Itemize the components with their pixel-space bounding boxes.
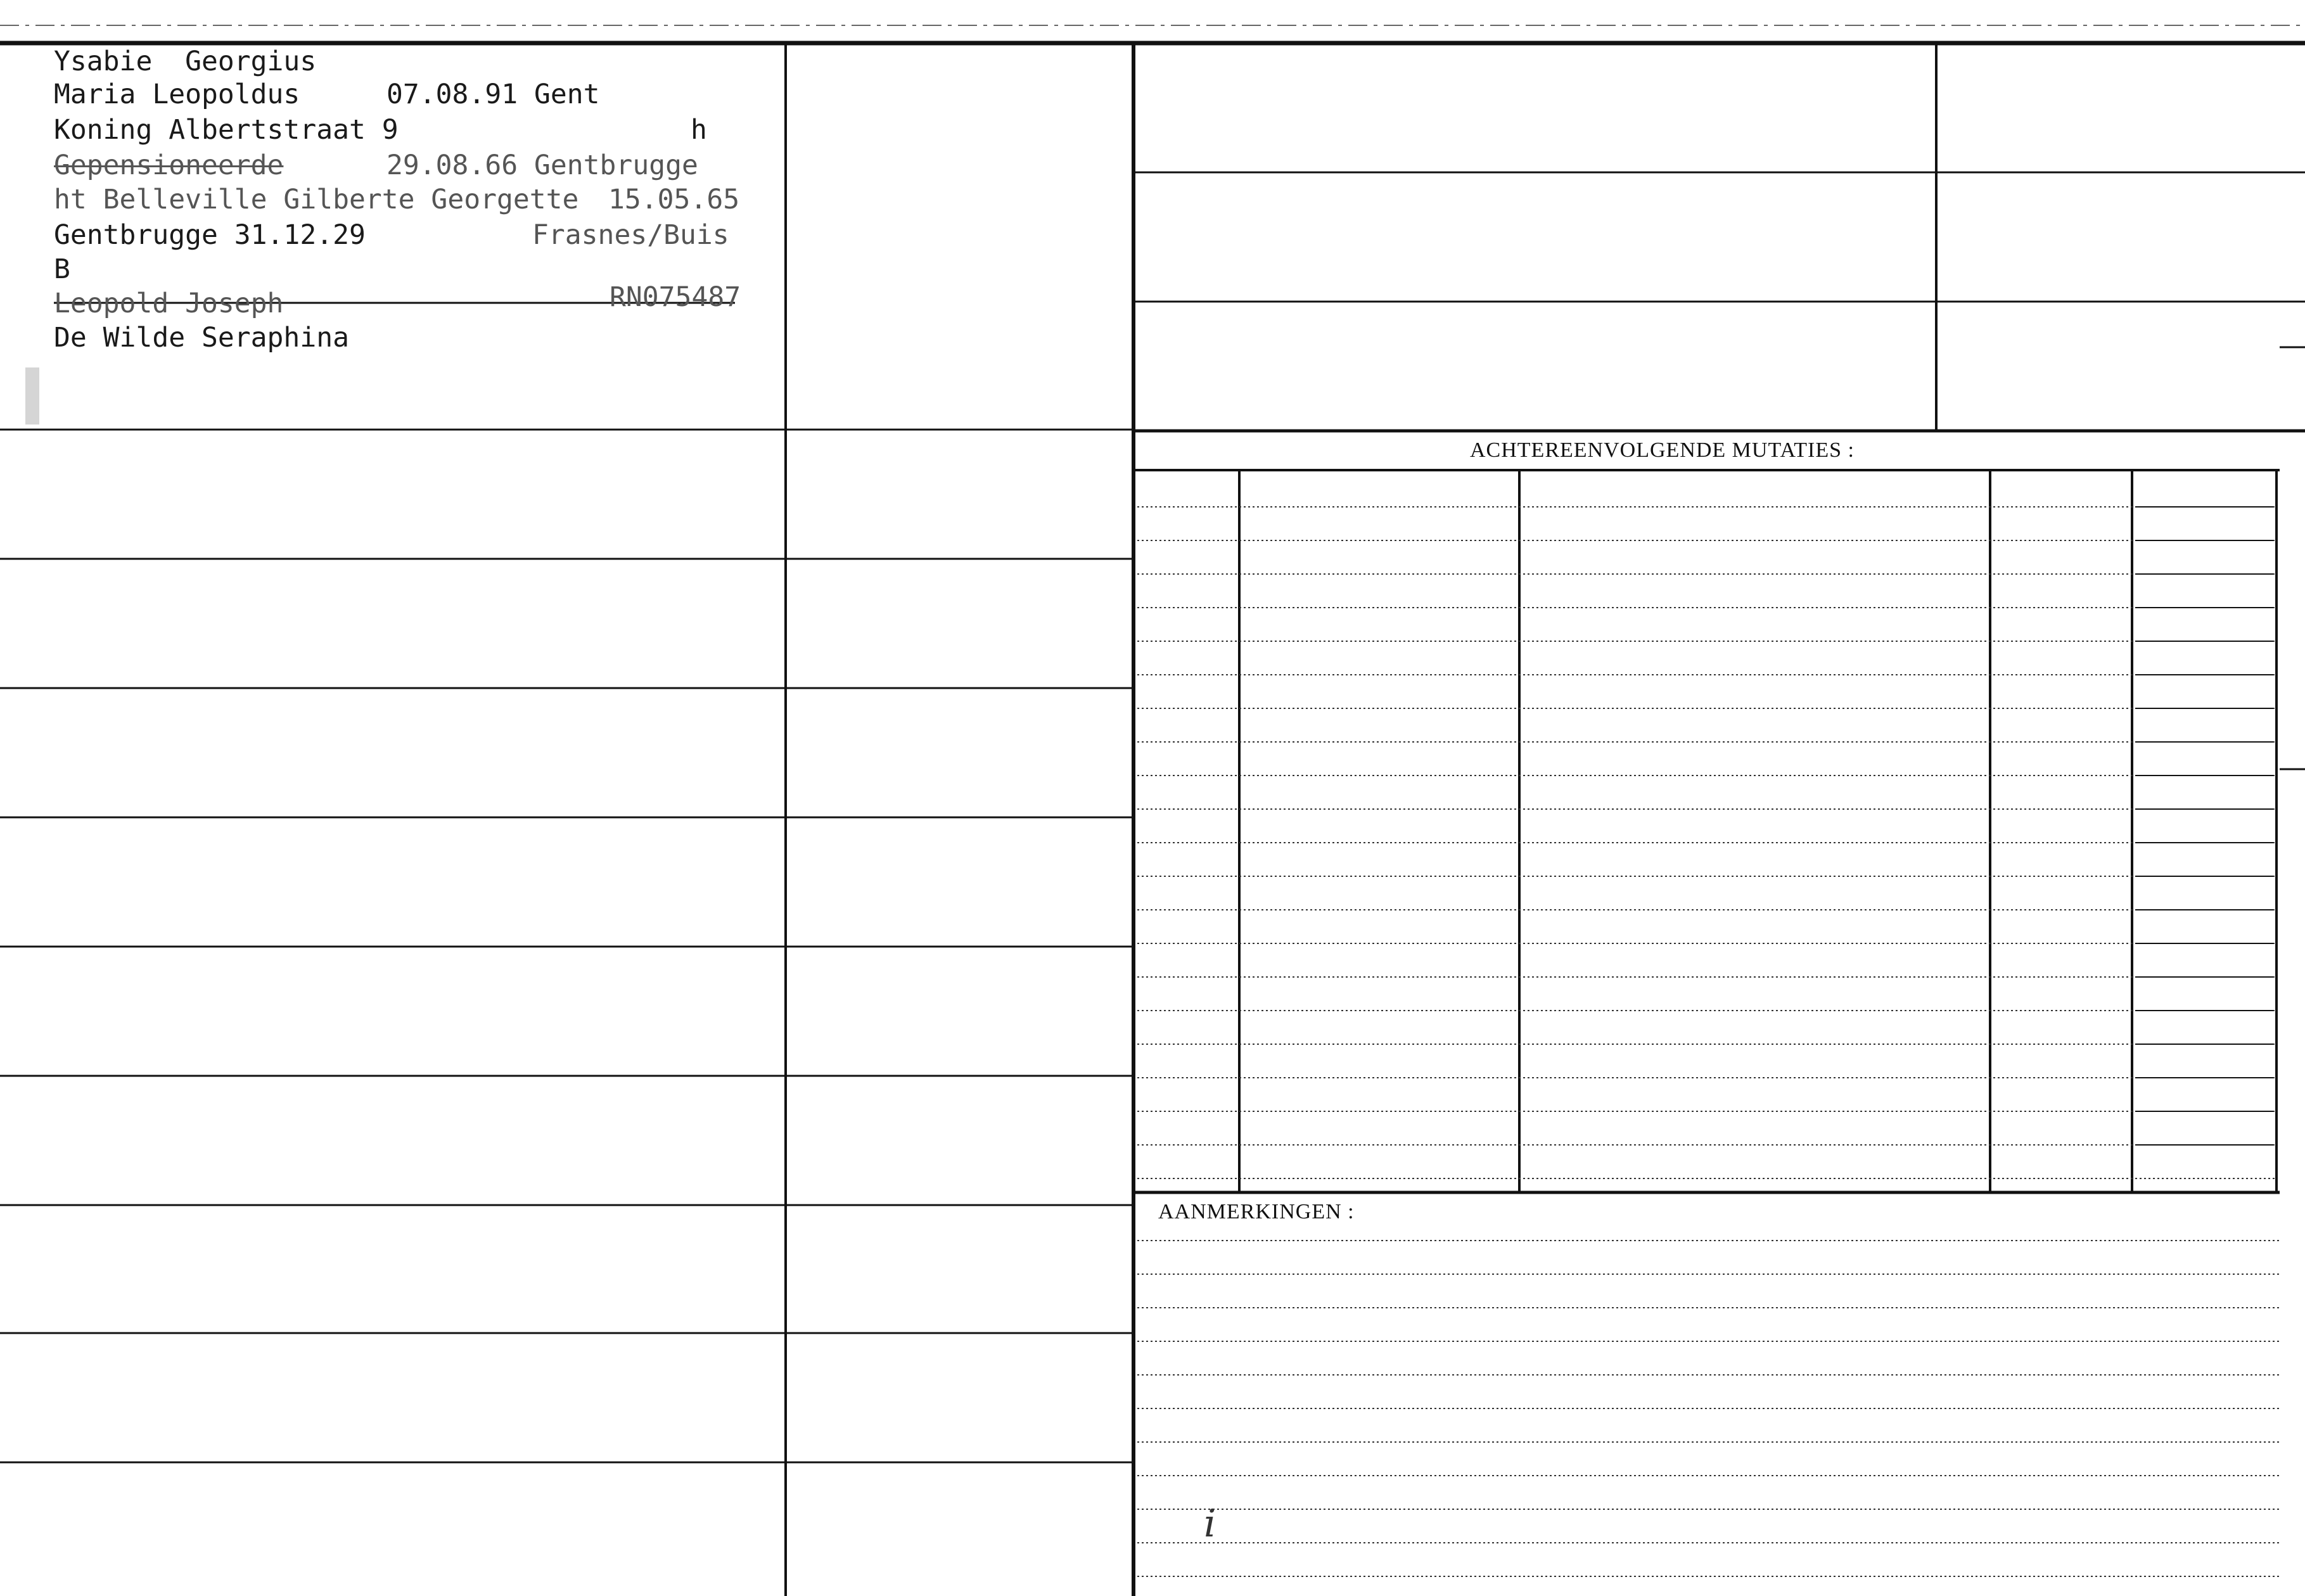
spouse-date: 15.05.65 <box>608 184 740 215</box>
marker-b: B <box>54 253 70 285</box>
spouse-birth: Gentbrugge 31.12.29 <box>54 219 366 251</box>
occupation-date-place: 29.08.66 Gentbrugge <box>386 150 698 181</box>
occupation: Gepensioneerde <box>54 150 284 181</box>
given-names: Maria Leopoldus <box>54 79 300 110</box>
spouse-origin: Frasnes/Buis <box>532 219 729 251</box>
marker-h: h <box>691 114 707 146</box>
surname-line: Ysabie Georgius <box>54 46 317 77</box>
mutations-header: ACHTEREENVOLGENDE MUTATIES : <box>1470 438 1855 462</box>
register-number: RN075487 <box>610 281 741 313</box>
father-name: Leopold Joseph <box>54 288 284 319</box>
remarks-header: AANMERKINGEN : <box>1158 1200 1355 1223</box>
spouse-name: ht Belleville Gilberte Georgette <box>54 184 579 215</box>
mother-name: De Wilde Seraphina <box>54 322 349 354</box>
birth-date-place: 07.08.91 Gent <box>386 79 600 110</box>
address: Koning Albertstraat 9 <box>54 114 399 146</box>
handwritten-mark: i <box>1204 1502 1216 1546</box>
